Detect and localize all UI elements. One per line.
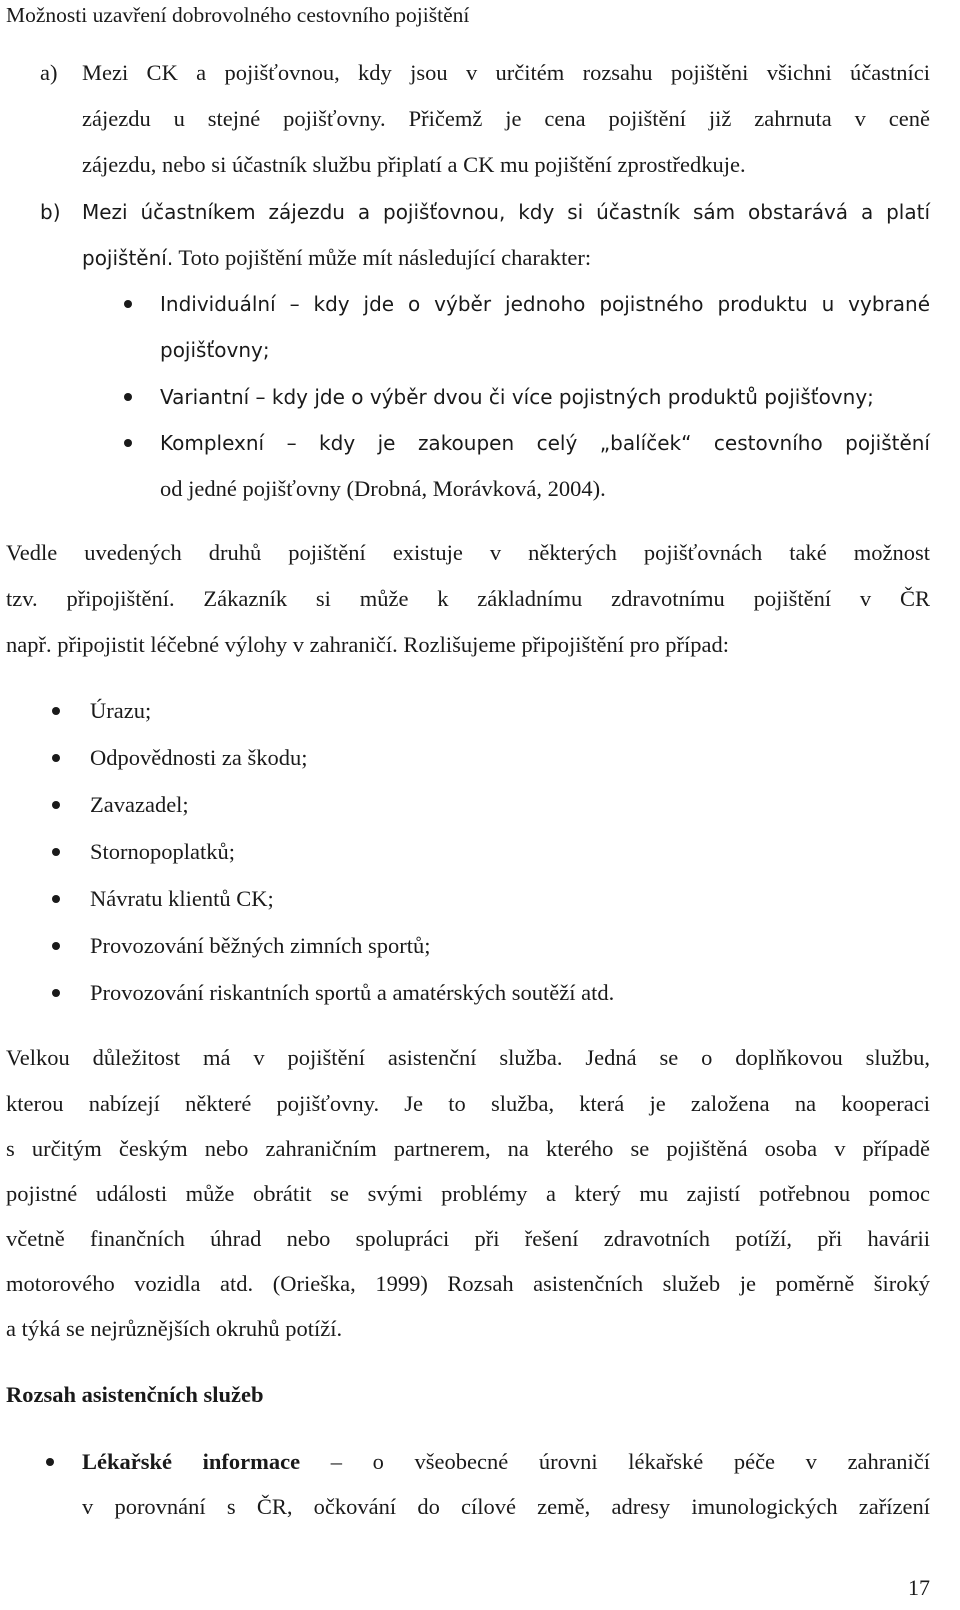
list-dot-3: [52, 801, 60, 809]
sub-bullet-2-dot: [124, 393, 132, 401]
item-b-line-2-rest: Toto pojištění může mít následující charakter:: [178, 245, 592, 270]
para-pripojisteni-line-1: Vedle uvedených druhů pojištění existuje v některých pojišťovnách také možnost: [6, 540, 930, 565]
section-heading: Rozsah asistenčních služeb: [6, 1382, 264, 1407]
list-dot-5: [52, 895, 60, 903]
para-pripojisteni-line-2: tzv. připojištění. Zákazník si může k základnímu zdravotnímu pojištění v ČR: [6, 586, 930, 611]
list-item-1: Úrazu;: [90, 698, 152, 723]
list-dot-1: [52, 707, 60, 715]
item-a-line-1: Mezi CK a pojišťovnou, kdy jsou v určitém rozsahu pojištěni všichni účastníci: [82, 60, 930, 85]
page-heading: Možnosti uzavření dobrovolného cestovního pojištění: [6, 3, 470, 27]
asistence-item-line-2: v porovnání s ČR, očkování do cílové země, adresy imunologických zařízení: [82, 1494, 930, 1519]
list-item-4: Stornopoplatků;: [90, 839, 235, 864]
para-asistence-line-3: s určitým českým nebo zahraničním partnerem, na kterého se pojištěná osoba v případě: [6, 1136, 930, 1161]
sub-bullet-3-line-2: od jedné pojišťovny (Drobná, Morávková, 2004).: [160, 476, 606, 501]
para-pripojisteni-line-3: např. připojistit léčebné výlohy v zahraničí. Rozlišujeme připojištění pro případ:: [6, 632, 729, 657]
item-a-line-3: zájezdu, nebo si účastník službu připlatí a CK mu pojištění zprostředkuje.: [82, 152, 746, 177]
item-b-line-1: Mezi účastníkem zájezdu a pojišťovnou, kdy si účastník sám obstarává a platí: [82, 200, 930, 224]
asistence-dot: [46, 1458, 54, 1466]
list-item-3: Zavazadel;: [90, 792, 189, 817]
para-asistence-line-1: Velkou důležitost má v pojištění asistenční služba. Jedná se o doplňkovou službu,: [6, 1045, 930, 1070]
para-asistence-line-5: včetně finančních úhrad nebo spolupráci při řešení zdravotních potíží, při havárii: [6, 1226, 930, 1251]
para-asistence-line-2: kterou nabízejí některé pojišťovny. Je to služba, která je založena na kooperaci: [6, 1091, 930, 1116]
sub-bullet-1-line-1: Individuální – kdy jde o výběr jednoho pojistného produktu u vybrané: [160, 292, 930, 316]
sub-bullet-1-line-2: pojišťovny;: [160, 338, 270, 362]
list-dot-4: [52, 848, 60, 856]
asistence-item-term: Lékařské informace: [82, 1449, 301, 1474]
list-item-5: Návratu klientů CK;: [90, 886, 274, 911]
para-asistence-line-6: motorového vozidla atd. (Orieška, 1999) Rozsah asistenčních služeb je poměrně široký: [6, 1271, 930, 1296]
list-dot-2: [52, 754, 60, 762]
item-b-marker: b): [40, 200, 61, 224]
list-dot-6: [52, 942, 60, 950]
sub-bullet-2-line-1: Variantní – kdy jde o výběr dvou či více pojistných produktů pojišťovny;: [160, 385, 874, 409]
para-asistence-line-7: a týká se nejrůznějších okruhů potíží.: [6, 1316, 343, 1341]
sub-bullet-3-dot: [124, 439, 132, 447]
sub-bullet-1-dot: [124, 300, 132, 308]
sub-bullet-3-line-1: Komplexní – kdy je zakoupen celý „balíček“ cestovního pojištění: [160, 431, 930, 455]
asistence-item-rest: – o všeobecné úrovni lékařské péče v zahraničí: [330, 1449, 931, 1474]
item-b-line-2-start: pojištění.: [82, 246, 174, 270]
list-item-7: Provozování riskantních sportů a amatérských soutěží atd.: [90, 980, 615, 1005]
list-item-6: Provozování běžných zimních sportů;: [90, 933, 431, 958]
list-dot-7: [52, 989, 60, 997]
list-item-2: Odpovědnosti za škodu;: [90, 745, 308, 770]
para-asistence-line-4: pojistné události může obrátit se svými problémy a který mu zajistí potřebnou pomoc: [6, 1181, 930, 1206]
asistence-item-line-1: [82, 1447, 930, 1477]
page-number: 17: [908, 1575, 930, 1600]
item-a-line-2: zájezdu u stejné pojišťovny. Přičemž je cena pojištění již zahrnuta v ceně: [82, 106, 930, 131]
item-a-marker: a): [40, 60, 58, 85]
item-b-line-2: [82, 243, 591, 273]
